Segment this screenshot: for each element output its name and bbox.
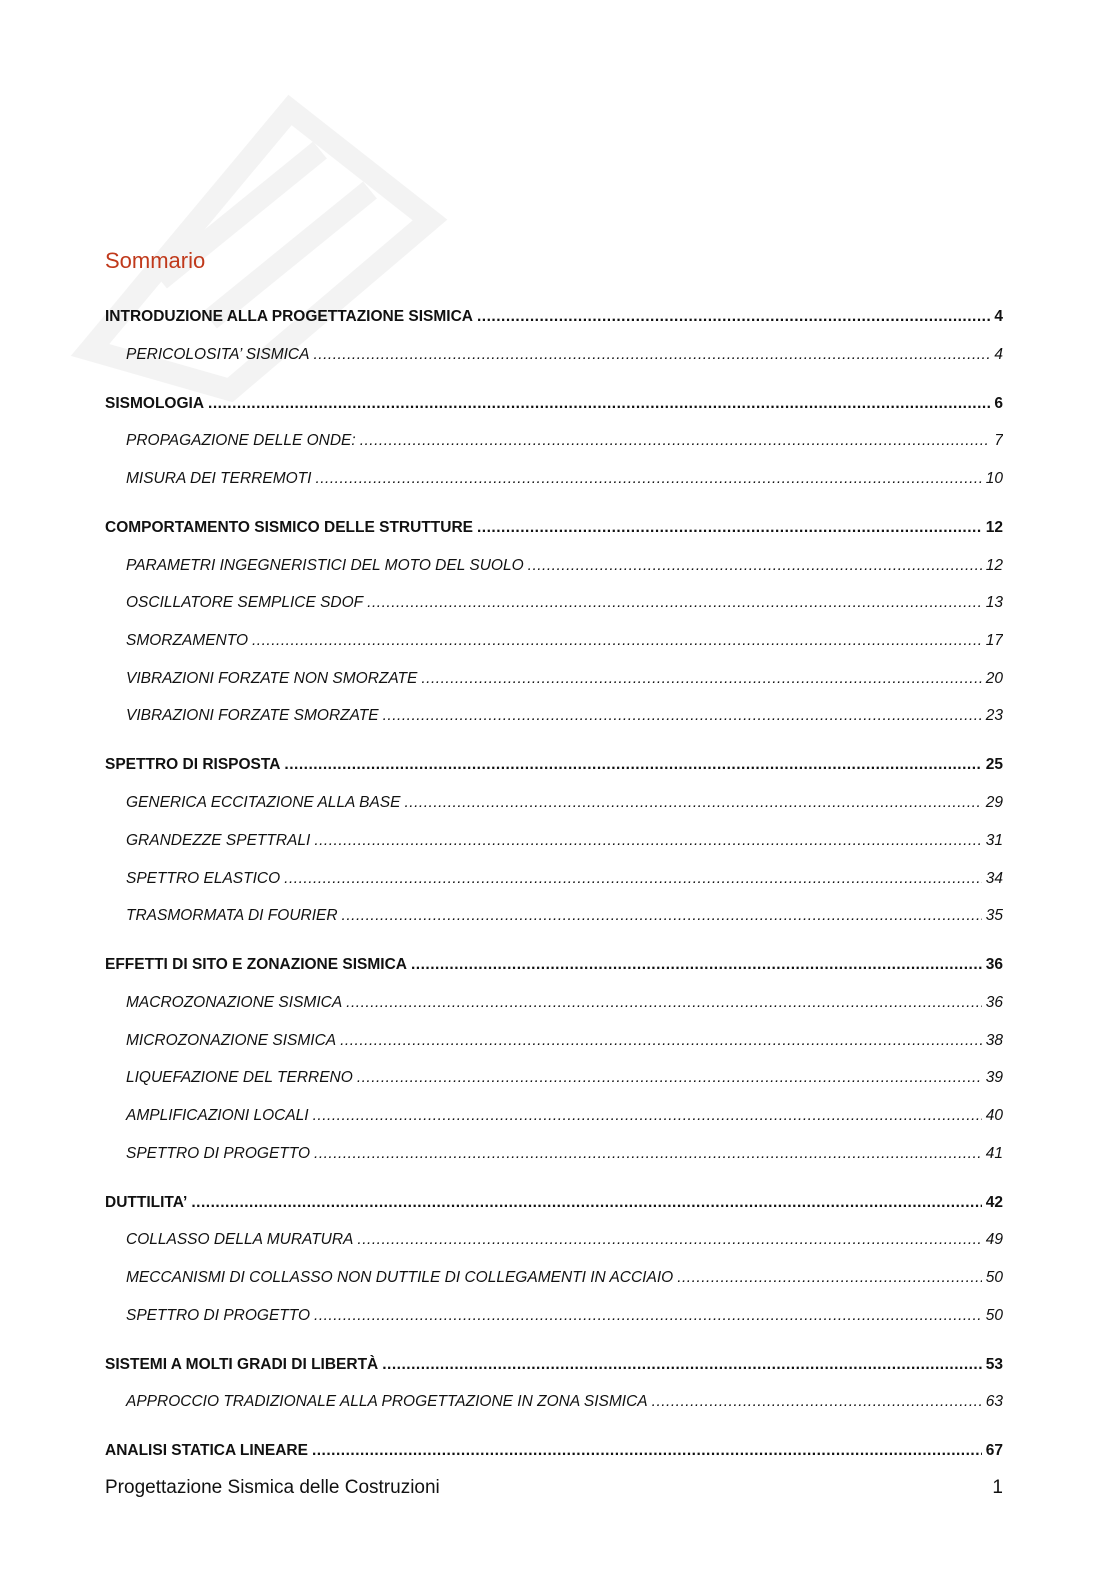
toc-entry[interactable]: [105, 460, 1003, 498]
toc-entry[interactable]: [105, 385, 1003, 423]
toc-leader-dots: [357, 1221, 981, 1259]
toc-entry-page: 41: [985, 1144, 1003, 1162]
toc-entry-label: PERICOLOSITA’ SISMICA: [126, 345, 310, 363]
toc-entry-label: SPETTRO DI PROGETTO: [126, 1306, 311, 1324]
toc-entry-page: 7: [994, 432, 1003, 450]
toc-leader-dots: [383, 697, 982, 735]
toc-entry-page: 38: [985, 1031, 1003, 1049]
toc-leader-dots: [382, 1346, 982, 1384]
toc-entry-label: LIQUEFAZIONE DEL TERRENO: [126, 1069, 353, 1087]
toc-entry[interactable]: [105, 1059, 1003, 1097]
toc-entry-label: OSCILLATORE SEMPLICE SDOF: [126, 594, 364, 612]
toc-entry-page: 17: [985, 632, 1003, 650]
toc-entry[interactable]: [105, 1297, 1003, 1335]
toc-entry-label: AMPLIFICAZIONI LOCALI: [126, 1106, 309, 1124]
toc-entry-page: 63: [985, 1393, 1003, 1411]
toc-entry-label: TRASMORMATA DI FOURIER: [126, 907, 338, 925]
toc-entry[interactable]: [105, 1221, 1003, 1259]
toc-entry-page: 36: [985, 956, 1003, 974]
toc-entry[interactable]: [105, 1346, 1003, 1384]
toc-entry-page: 23: [985, 707, 1003, 725]
toc-entry-page: 4: [994, 345, 1003, 363]
footer-document-title: Progettazione Sismica delle Costruzioni: [105, 1477, 440, 1498]
toc-entry[interactable]: [105, 336, 1003, 374]
toc-entry[interactable]: [105, 1097, 1003, 1135]
toc-entry-page: 4: [994, 308, 1003, 325]
toc-entry-label: COLLASSO DELLA MURATURA: [126, 1231, 354, 1249]
toc-entry-page: 12: [985, 519, 1003, 537]
toc-entry[interactable]: [105, 1135, 1003, 1173]
toc-leader-dots: [191, 1184, 981, 1222]
toc-entry-page: 31: [985, 831, 1003, 849]
toc-entry[interactable]: [105, 860, 1003, 898]
toc-title: Sommario: [105, 248, 206, 273]
toc-leader-dots: [360, 422, 991, 460]
toc-entry-label: EFFETTI DI SITO E ZONAZIONE SISMICA: [105, 956, 407, 974]
toc-entry-label: MECCANISMI DI COLLASSO NON DUTTILE DI COLLEGAMENTI IN ACCIAIO: [126, 1268, 674, 1286]
toc-entry-page: 25: [985, 756, 1003, 774]
toc-entry[interactable]: [105, 1432, 1003, 1470]
toc-leader-dots: [314, 1135, 982, 1173]
toc-entry[interactable]: [105, 1184, 1003, 1222]
toc-entry-label: VIBRAZIONI FORZATE NON SMORZATE: [126, 669, 418, 687]
toc-leader-dots: [314, 1297, 982, 1335]
toc-entry-page: 53: [985, 1355, 1003, 1373]
toc-entry-label: SISTEMI A MOLTI GRADI DI LIBERTÀ: [105, 1355, 379, 1373]
toc-leader-dots: [313, 336, 990, 374]
toc-leader-dots: [342, 897, 982, 935]
toc-entry-page: 39: [985, 1069, 1003, 1087]
toc-entry-label: MACROZONAZIONE SISMICA: [126, 993, 343, 1011]
toc-entry-page: 50: [985, 1306, 1003, 1324]
toc-entry[interactable]: [105, 584, 1003, 622]
toc-entry[interactable]: [105, 547, 1003, 585]
toc-leader-dots: [252, 622, 982, 660]
toc-entry[interactable]: [105, 822, 1003, 860]
toc-entry[interactable]: [105, 1383, 1003, 1421]
toc-entry-page: 6: [994, 394, 1003, 412]
toc-entry-page: 50: [985, 1268, 1003, 1286]
toc-entry[interactable]: [105, 746, 1003, 784]
toc-entry-page: 42: [985, 1193, 1003, 1211]
toc-entry-page: 29: [985, 794, 1003, 812]
toc-entry-label: SPETTRO ELASTICO: [126, 869, 281, 887]
toc-entry[interactable]: [105, 422, 1003, 460]
toc-leader-dots: [367, 584, 982, 622]
toc-leader-dots: [404, 784, 981, 822]
toc-leader-dots: [477, 298, 990, 336]
toc-entry[interactable]: [105, 660, 1003, 698]
toc-leader-dots: [284, 860, 982, 898]
toc-leader-dots: [208, 385, 990, 423]
toc-entry-label: VIBRAZIONI FORZATE SMORZATE: [126, 707, 379, 725]
toc-entry-label: ANALISI STATICA LINEARE: [105, 1442, 308, 1460]
toc-entry[interactable]: [105, 1022, 1003, 1060]
toc-leader-dots: [528, 547, 982, 585]
toc-entry-page: 12: [985, 556, 1003, 574]
toc-leader-dots: [313, 1097, 982, 1135]
toc-entry[interactable]: [105, 622, 1003, 660]
toc-entry-label: SPETTRO DI RISPOSTA: [105, 756, 281, 774]
toc-entry-label: COMPORTAMENTO SISMICO DELLE STRUTTURE: [105, 519, 473, 537]
toc-entry-label: INTRODUZIONE ALLA PROGETTAZIONE SISMICA: [105, 308, 473, 325]
toc-entry-label: SPETTRO DI PROGETTO: [126, 1144, 311, 1162]
toc-leader-dots: [346, 984, 982, 1022]
toc-entry[interactable]: [105, 946, 1003, 984]
toc-entry-label: GRANDEZZE SPETTRALI: [126, 831, 311, 849]
toc-entry-page: 49: [985, 1231, 1003, 1249]
toc-entry-page: 67: [985, 1442, 1003, 1460]
toc-entry-page: 40: [985, 1106, 1003, 1124]
toc-entry[interactable]: [105, 697, 1003, 735]
toc-entry[interactable]: [105, 509, 1003, 547]
toc-entry-label: APPROCCIO TRADIZIONALE ALLA PROGETTAZIONE IN ZONA SISMICA: [126, 1393, 648, 1411]
toc-leader-dots: [357, 1059, 982, 1097]
toc-leader-dots: [477, 509, 982, 547]
toc-leader-dots: [677, 1259, 982, 1297]
toc-entry-label: GENERICA ECCITAZIONE ALLA BASE: [126, 794, 401, 812]
toc-entry[interactable]: [105, 984, 1003, 1022]
toc-entry[interactable]: [105, 897, 1003, 935]
toc-leader-dots: [312, 1432, 982, 1470]
toc-entry-page: 34: [985, 869, 1003, 887]
toc-entry-page: 35: [985, 907, 1003, 925]
toc-entry[interactable]: [105, 298, 1003, 336]
toc-leader-dots: [421, 660, 981, 698]
toc-entry-page: 36: [985, 993, 1003, 1011]
toc-entry[interactable]: [105, 1259, 1003, 1297]
toc-entry-page: 13: [985, 594, 1003, 612]
toc-entry[interactable]: [105, 784, 1003, 822]
toc-entry-label: SMORZAMENTO: [126, 632, 248, 650]
toc-entry-page: 20: [985, 669, 1003, 687]
page-footer: [105, 1477, 1003, 1499]
toc-leader-dots: [411, 946, 982, 984]
toc-leader-dots: [315, 460, 981, 498]
toc-leader-dots: [284, 746, 981, 784]
toc-leader-dots: [340, 1022, 982, 1060]
toc-entry-page: 10: [985, 470, 1003, 488]
toc-leader-dots: [314, 822, 981, 860]
toc-entry-label: MISURA DEI TERREMOTI: [126, 470, 312, 488]
footer-page-number: 1: [992, 1477, 1003, 1498]
toc-entry-label: DUTTILITA’: [105, 1193, 188, 1211]
toc-entry-label: PARAMETRI INGEGNERISTICI DEL MOTO DEL SUOLO: [126, 556, 524, 574]
toc-leader-dots: [652, 1383, 982, 1421]
toc-entry-label: MICROZONAZIONE SISMICA: [126, 1031, 337, 1049]
table-of-contents: [105, 298, 1003, 1470]
toc-entry-label: PROPAGAZIONE DELLE ONDE:: [126, 432, 356, 450]
toc-entry-label: SISMOLOGIA: [105, 394, 205, 412]
